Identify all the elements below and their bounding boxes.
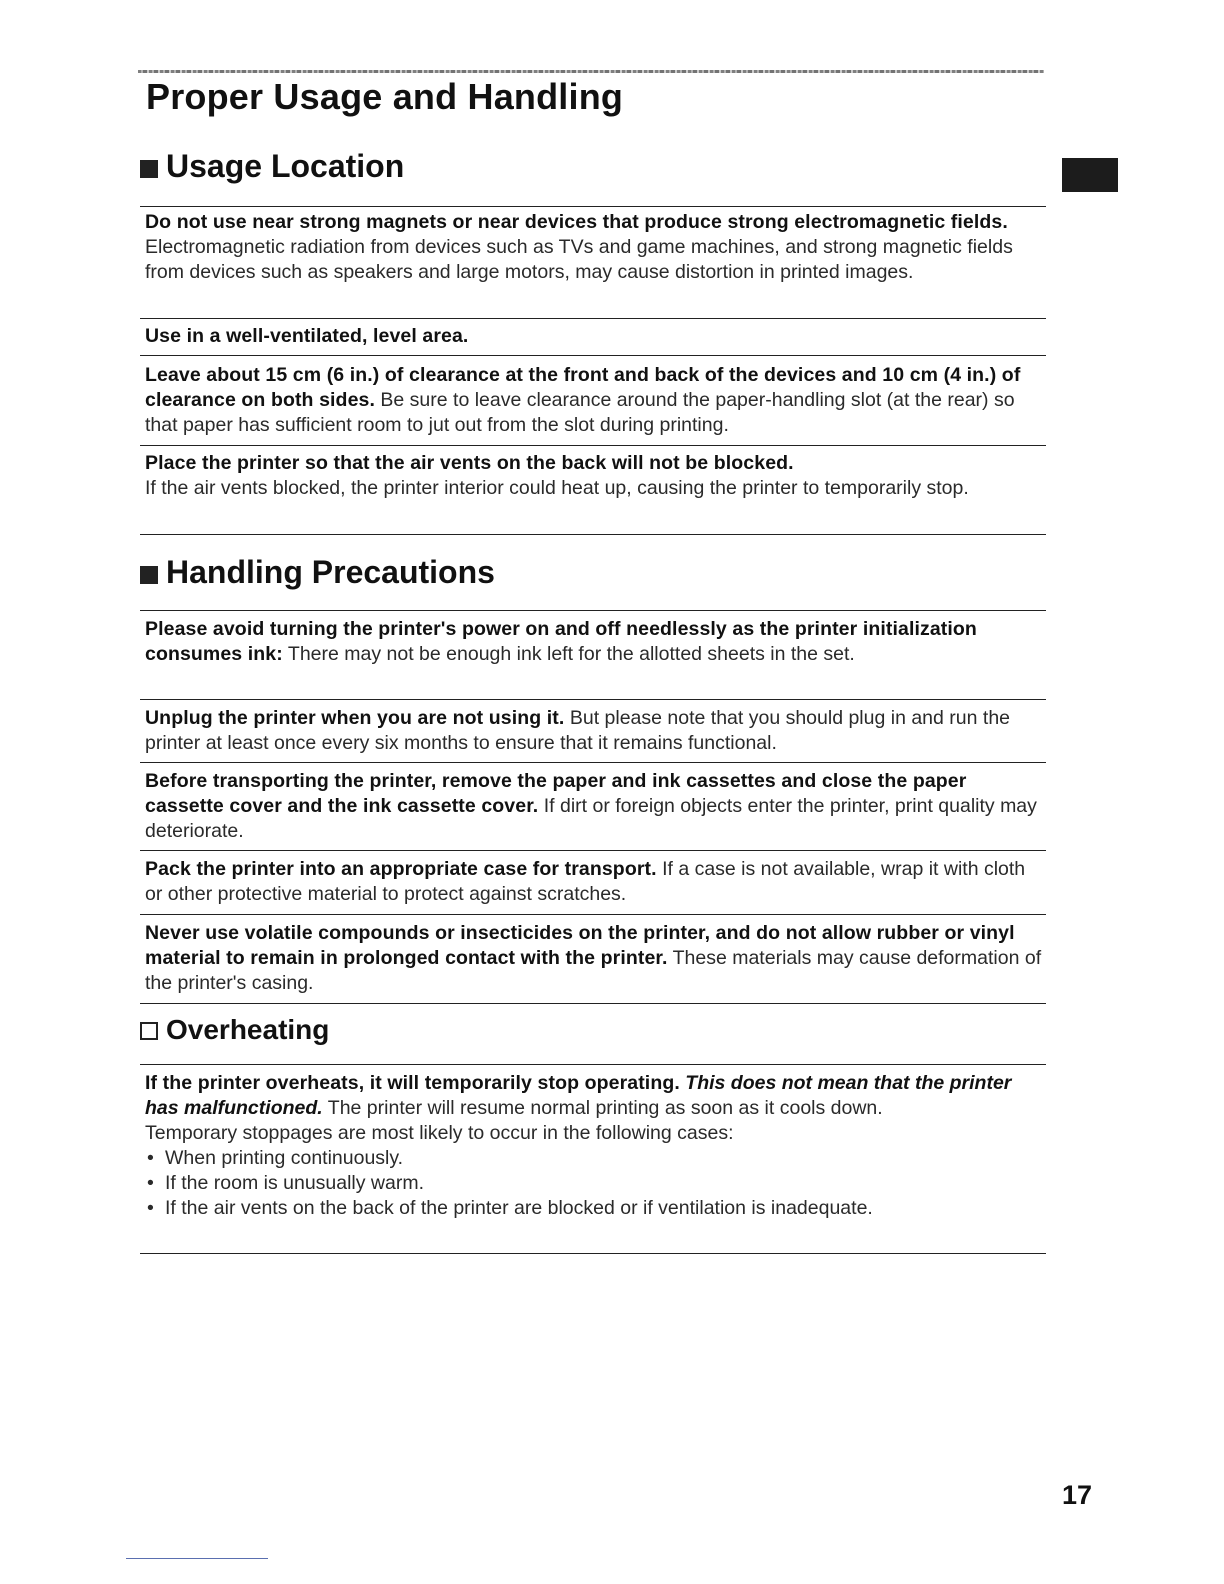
list-item: • If the room is unusually warm. — [145, 1171, 1045, 1196]
header-rule — [138, 70, 1044, 73]
list-item: • If the air vents on the back of the printer are blocked or if ventilation is inadequate. — [145, 1196, 1045, 1221]
handling-item-power — [145, 617, 1045, 667]
overheating-block — [145, 1071, 1045, 1221]
section-heading-handling-precautions — [140, 554, 495, 591]
divider — [140, 1003, 1046, 1004]
divider — [140, 534, 1046, 535]
divider — [140, 1253, 1046, 1254]
footer-mark — [126, 1558, 268, 1559]
section-heading-usage-location — [140, 148, 404, 185]
divider — [140, 850, 1046, 851]
handling-item-case — [145, 857, 1045, 907]
open-square-icon — [140, 1022, 158, 1040]
divider — [140, 318, 1046, 319]
usage-item-clearance — [145, 363, 1045, 438]
page-title: Proper Usage and Handling — [146, 76, 624, 117]
handling-item-volatile — [145, 921, 1045, 996]
item-bold-text: Leave about 15 cm (6 in.) of clearance at the front and back of the devices and 10 cm (4 in.) of clearance on both sides. — [145, 364, 1021, 411]
item-text: If the air vents blocked, the printer interior could heat up, causing the printer to temporarily stop. — [145, 477, 969, 499]
item-bold-text: Pack the printer into an appropriate case for transport. — [145, 858, 657, 880]
item-text: But please note that you should plug in and run the printer at least once every six months to ensure that it remains functional. — [145, 707, 1011, 754]
item-text: Electromagnetic radiation from devices such as TVs and game machines, and strong magnetic fields from devices such as speakers and large motors, may cause distortion in printed images. — [145, 236, 1013, 283]
section-title: Usage Location — [166, 148, 405, 184]
filled-square-icon — [140, 566, 158, 584]
divider — [140, 206, 1046, 207]
divider — [140, 1064, 1046, 1065]
item-bold-text: Do not use near strong magnets or near devices that produce strong electromagnetic fields. — [145, 211, 1008, 233]
overheating-emphasis: This does not mean that the printer has malfunctioned. — [145, 1072, 1012, 1119]
item-bold-text: Unplug the printer when you are not using it. — [145, 707, 565, 729]
overheating-bold-text: If the printer overheats, it will temporarily stop operating. — [145, 1072, 680, 1094]
usage-item-ventilated — [145, 324, 1045, 349]
list-item: • When printing continuously. — [145, 1146, 1045, 1171]
page-number: 17 — [1062, 1480, 1093, 1510]
divider — [140, 914, 1046, 915]
item-text: Be sure to leave clearance around the paper-handling slot (at the rear) so that paper has sufficient room to jut out from the slot during printing. — [145, 389, 1015, 436]
filled-square-icon — [140, 160, 158, 178]
item-bold-text: Place the printer so that the air vents on the back will not be blocked. — [145, 452, 794, 474]
usage-item-air-vents — [145, 451, 1045, 501]
section-heading-overheating — [140, 1014, 329, 1046]
section-title: Overheating — [166, 1014, 330, 1045]
item-bold-text: Use in a well-ventilated, level area. — [145, 325, 469, 347]
divider — [140, 762, 1046, 763]
item-bold-text: Before transporting the printer, remove the paper and ink cassettes and close the paper cassette cover and the ink cassette cover. — [145, 770, 967, 817]
chapter-tab-marker — [1062, 158, 1118, 192]
item-bold-text: Never use volatile compounds or insecticides on the printer, and do not allow rubber or vinyl material to remain in prolonged contact with the printer. — [145, 922, 1015, 969]
item-text: These materials may cause deformation of the printer's casing. — [145, 947, 1042, 994]
divider — [140, 445, 1046, 446]
divider — [140, 610, 1046, 611]
divider — [140, 699, 1046, 700]
divider — [140, 355, 1046, 356]
handling-item-transport — [145, 769, 1045, 844]
item-text: There may not be enough ink left for the allotted sheets in the set. — [287, 643, 855, 665]
usage-item-magnets — [145, 210, 1045, 285]
section-title: Handling Precautions — [166, 554, 495, 590]
overheating-text: The printer will resume normal printing as soon as it cools down. — [327, 1097, 883, 1119]
item-text: If a case is not available, wrap it with cloth or other protective material to protect against scratches. — [145, 858, 1026, 905]
overheating-intro: Temporary stoppages are most likely to occur in the following cases: — [145, 1122, 734, 1144]
handling-item-unplug — [145, 706, 1045, 756]
item-text: If dirt or foreign objects enter the printer, print quality may deteriorate. — [145, 795, 1037, 842]
item-bold-text: Please avoid turning the printer's power on and off needlessly as the printer initialization consumes ink: — [145, 618, 977, 665]
overheating-case-list — [145, 1146, 1045, 1221]
